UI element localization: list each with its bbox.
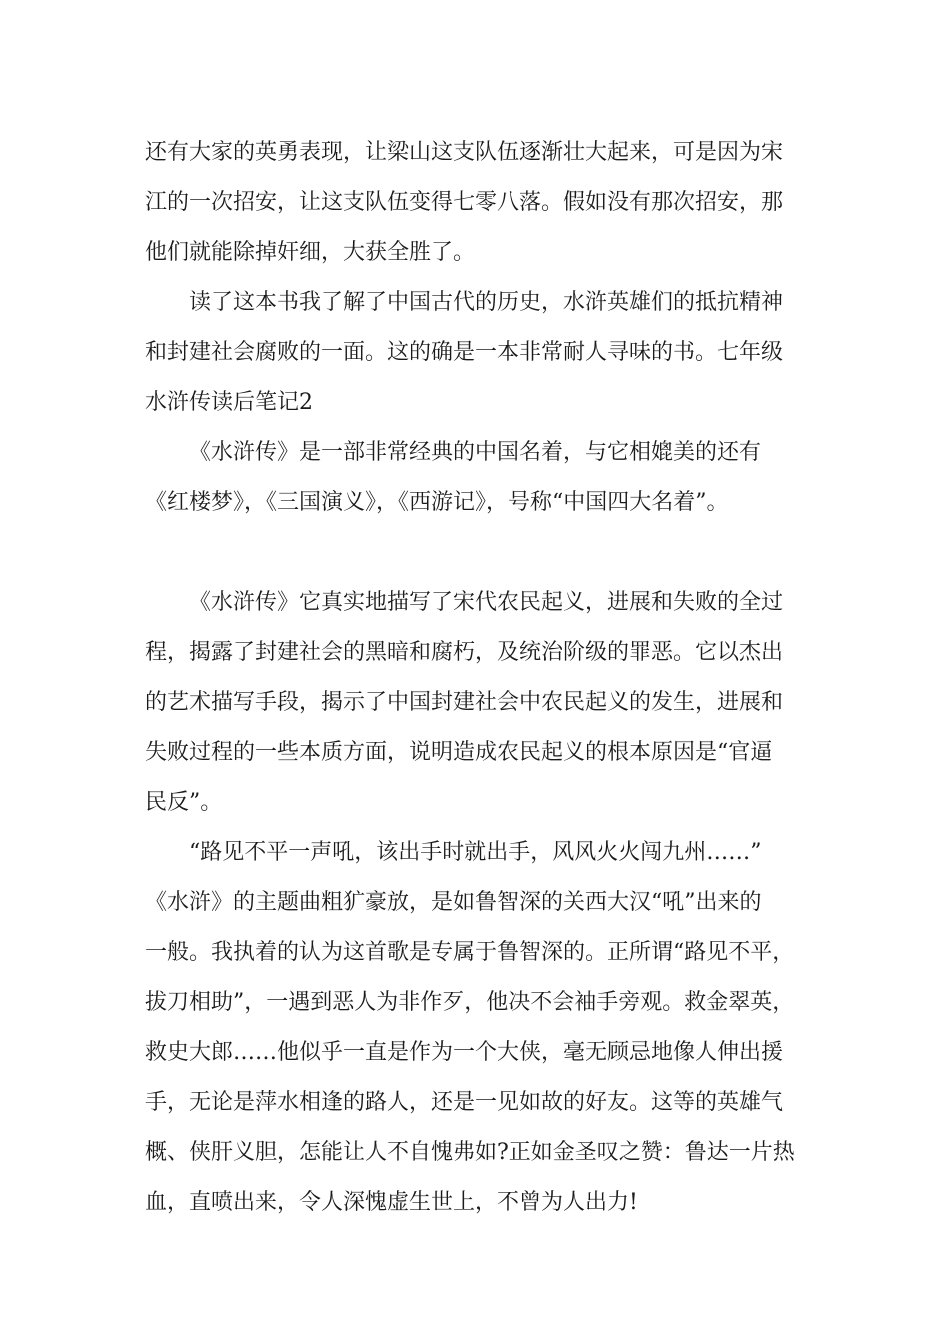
text-block-1 [145, 128, 825, 528]
text-line: 手，无论是萍水相逢的路人，还是一见如故的好友。这等的英雄气 [145, 1090, 784, 1115]
paragraph-start: 《水浒传》是一部非常经典的中国名着，与它相媲美的还有 [189, 440, 762, 465]
text-line: 《水浒》的主题曲粗犷豪放，是如鲁智深的关西大汉“吼”出来的 [145, 890, 762, 915]
text-line: 的艺术描写手段，揭示了中国封建社会中农民起义的发生，进展和 [145, 690, 784, 715]
paragraph-start: “路见不平一声吼，该出手时就出手，风风火火闯九州……” [189, 840, 762, 865]
text-line: 血，直喷出来，令人深愧虚生世上，不曾为人出力! [145, 1190, 638, 1215]
text-line: 救史大郎……他似乎一直是作为一个大侠，毫无顾忌地像人伸出援 [145, 1040, 784, 1065]
paragraph-start: 《水浒传》它真实地描写了宋代农民起义，进展和失败的全过 [189, 590, 784, 615]
text-line: 程，揭露了封建社会的黑暗和腐朽，及统治阶级的罪恶。它以杰出 [145, 640, 784, 665]
text-line: 拔刀相助”，一遇到恶人为非作歹，他决不会袖手旁观。救金翠英， [145, 990, 795, 1015]
text-line: 江的一次招安，让这支队伍变得七零八落。假如没有那次招安，那 [145, 190, 784, 215]
text-line: 概、侠肝义胆，怎能让人不自愧弗如?正如金圣叹之赞：鲁达一片热 [145, 1140, 795, 1165]
text-line: 失败过程的一些本质方面，说明造成农民起义的根本原因是“官逼 [145, 740, 773, 765]
section-heading: 水浒传读后笔记2 [145, 390, 313, 415]
paragraph-start: 读了这本书我了解了中国古代的历史，水浒英雄们的抵抗精神 [189, 290, 784, 315]
text-line: 他们就能除掉奸细，大获全胜了。 [145, 240, 476, 265]
text-line: 和封建社会腐败的一面。这的确是一本非常耐人寻味的书。七年级 [145, 340, 784, 365]
text-line: 民反”。 [145, 790, 223, 815]
text-line: 《红楼梦》，《三国演义》，《西游记》，号称“中国四大名着”。 [145, 490, 729, 515]
text-line: 还有大家的英勇表现，让梁山这支队伍逐渐壮大起来，可是因为宋 [145, 140, 784, 165]
text-block-2 [145, 578, 825, 1228]
text-line: 一般。我执着的认为这首歌是专属于鲁智深的。正所谓“路见不平， [145, 940, 795, 965]
